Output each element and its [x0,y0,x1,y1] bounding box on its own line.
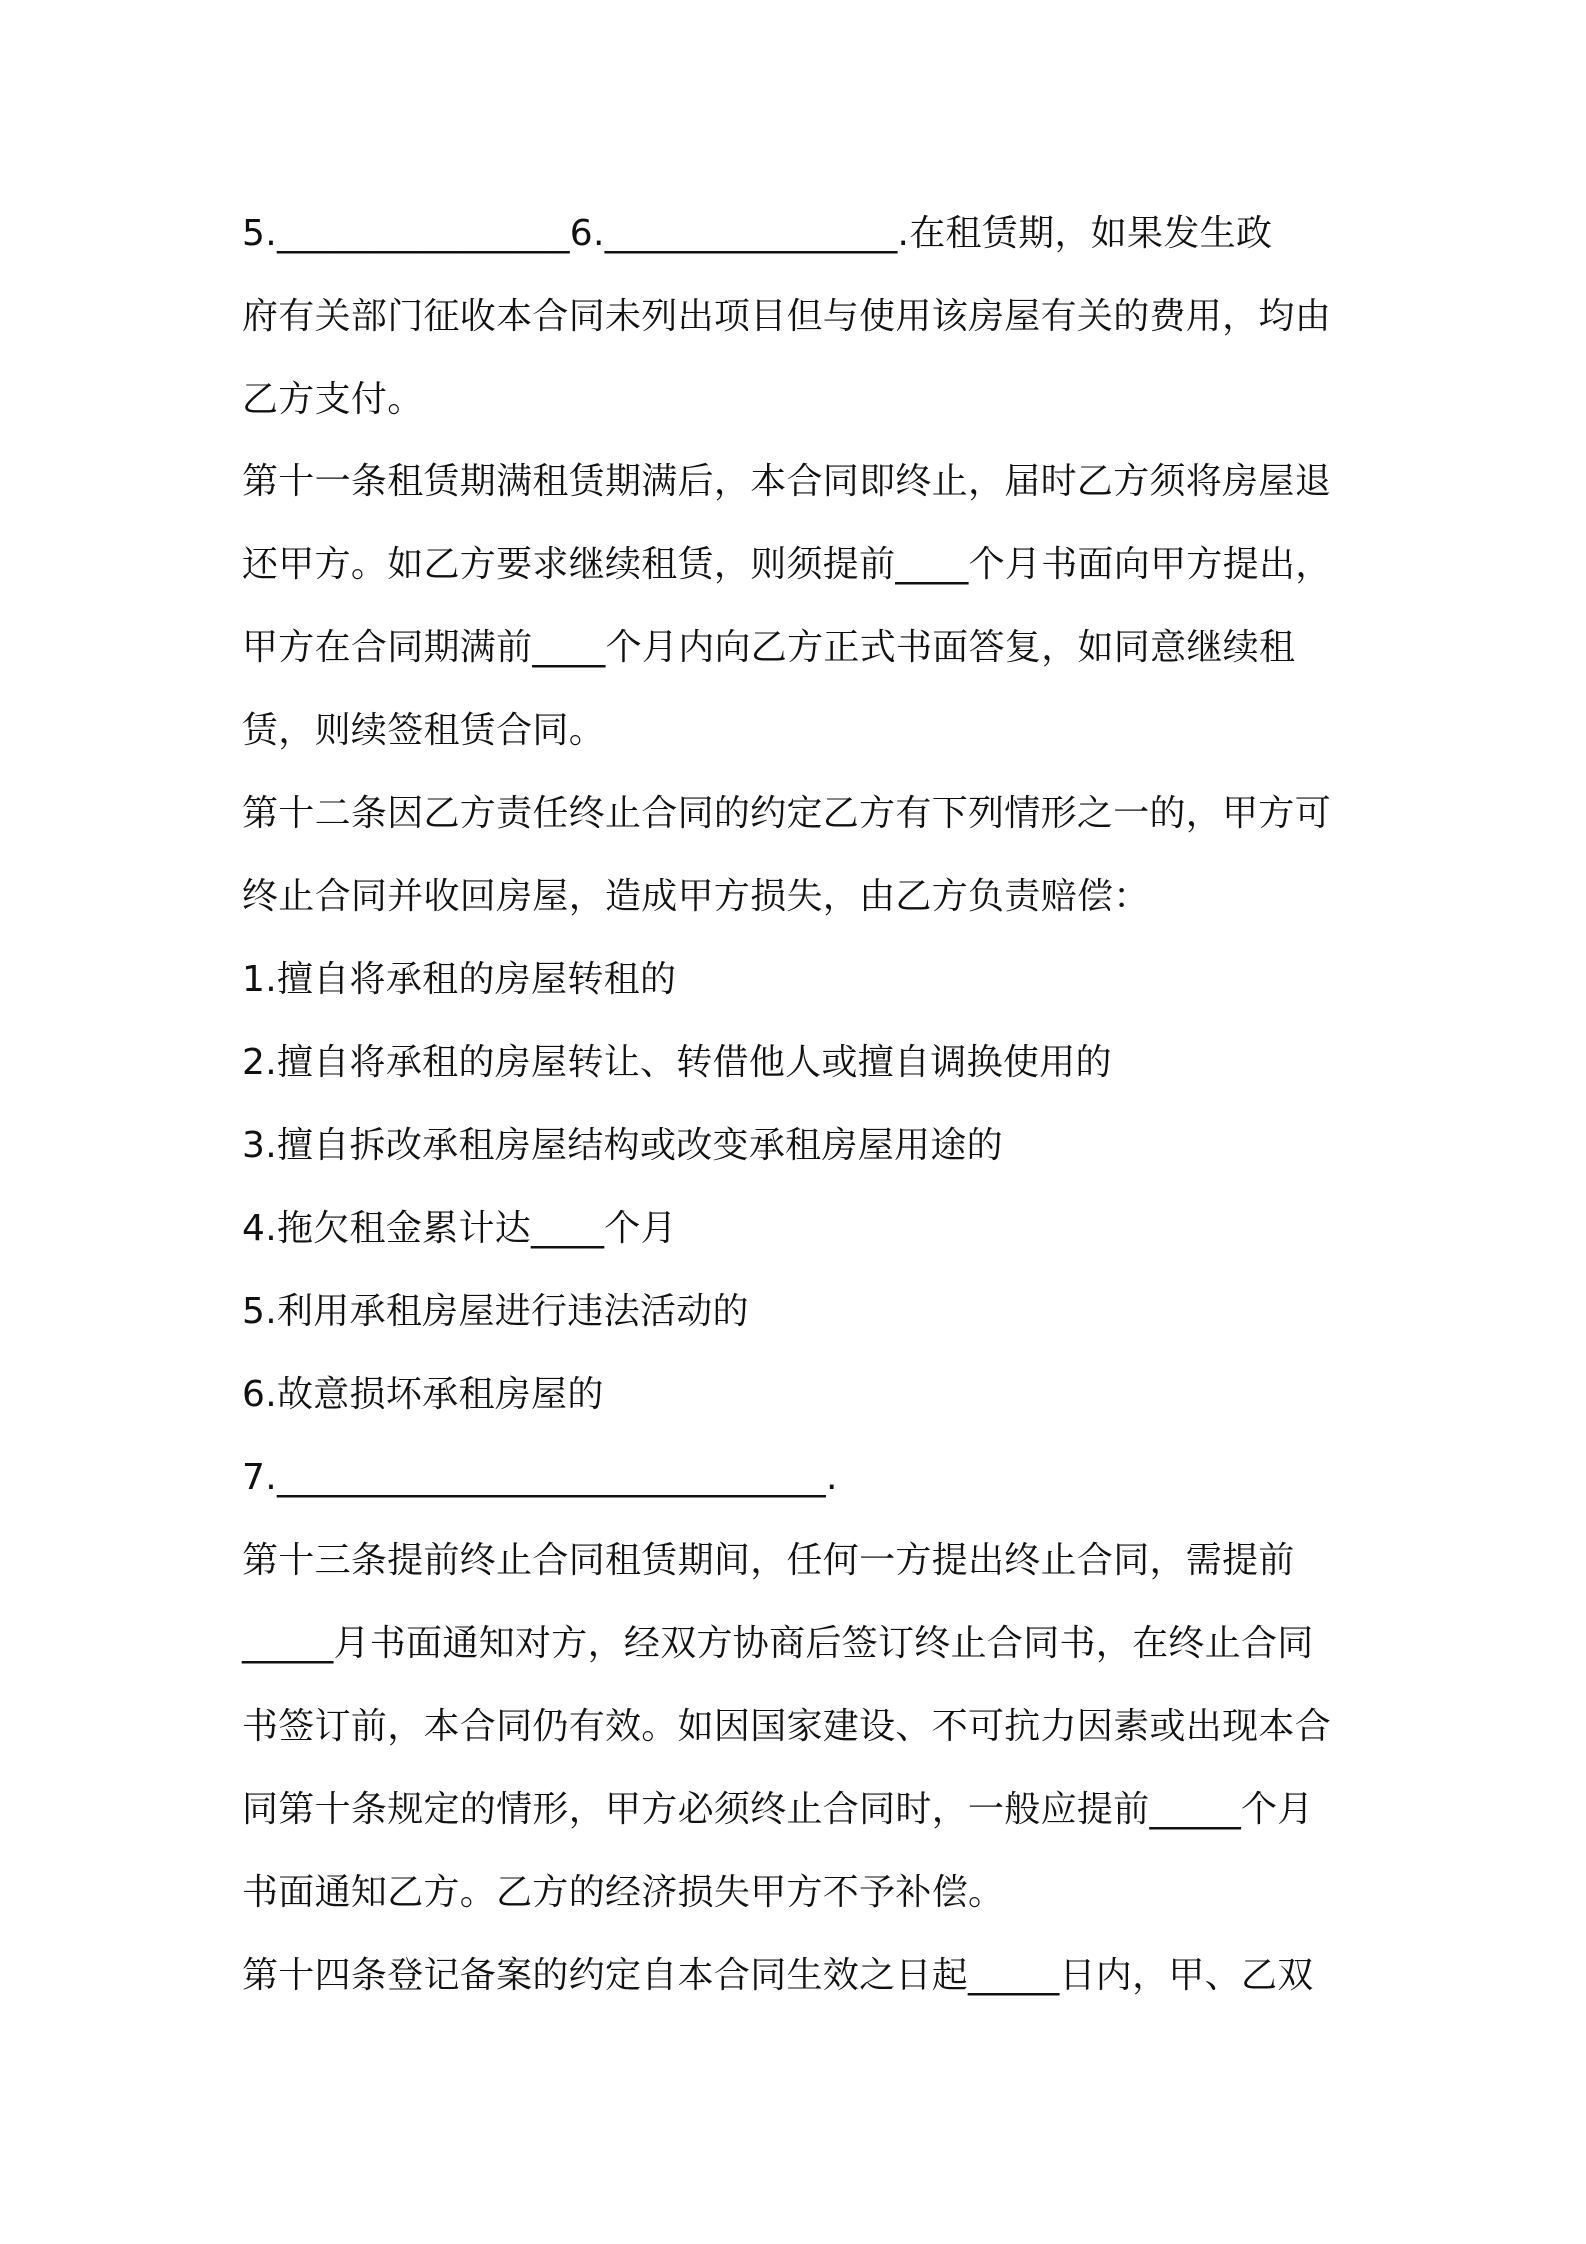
text-line-17: 第十三条提前终止合同租赁期间，任何一方提出终止合同，需提前 [242,1540,1295,1581]
text-line-3: 乙方支付。 [242,379,424,420]
text-line-19: 书签订前，本合同仍有效。如因国家建设、不可抗力因素或出现本合 [242,1706,1332,1747]
text-line-21: 书面通知乙方。乙方的经济损失甲方不予补偿。 [242,1872,1005,1913]
text-line-11: 2.擅自将承租的房屋转让、转借他人或擅自调换使用的 [242,1042,1112,1083]
text-line-16: 7.______________________________. [242,1457,838,1498]
text-line-4: 第十一条租赁期满租赁期满后，本合同即终止，届时乙方须将房屋退 [242,461,1332,502]
text-line-5: 还甲方。如乙方要求继续租赁，则须提前____个月书面向甲方提出， [242,544,1332,585]
text-line-1: 5.________________6.________________.在租赁期，如果发生政 [242,213,1273,254]
text-line-13: 4.拖欠租金累计达____个月 [242,1208,677,1249]
text-line-9: 终止合同并收回房屋，造成甲方损失，由乙方负责赔偿： [242,876,1150,917]
text-line-20: 同第十条规定的情形，甲方必须终止合同时，一般应提前_____个月 [242,1789,1314,1830]
text-line-2: 府有关部门征收本合同未列出项目但与使用该房屋有关的费用，均由 [242,296,1332,337]
text-line-22: 第十四条登记备案的约定自本合同生效之日起_____日内，甲、乙双 [242,1955,1314,1996]
text-line-14: 5.利用承租房屋进行违法活动的 [242,1291,749,1332]
text-line-8: 第十二条因乙方责任终止合同的约定乙方有下列情形之一的，甲方可 [242,793,1332,834]
text-line-7: 赁，则续签租赁合同。 [242,710,606,751]
text-line-15: 6.故意损坏承租房屋的 [242,1374,604,1415]
text-line-10: 1.擅自将承租的房屋转租的 [242,959,677,1000]
text-line-6: 甲方在合同期满前____个月内向乙方正式书面答复，如同意继续租 [242,627,1296,668]
text-line-12: 3.擅自拆改承租房屋结构或改变承租房屋用途的 [242,1125,1003,1166]
text-line-18: _____月书面通知对方，经双方协商后签订终止合同书，在终止合同 [242,1623,1314,1664]
